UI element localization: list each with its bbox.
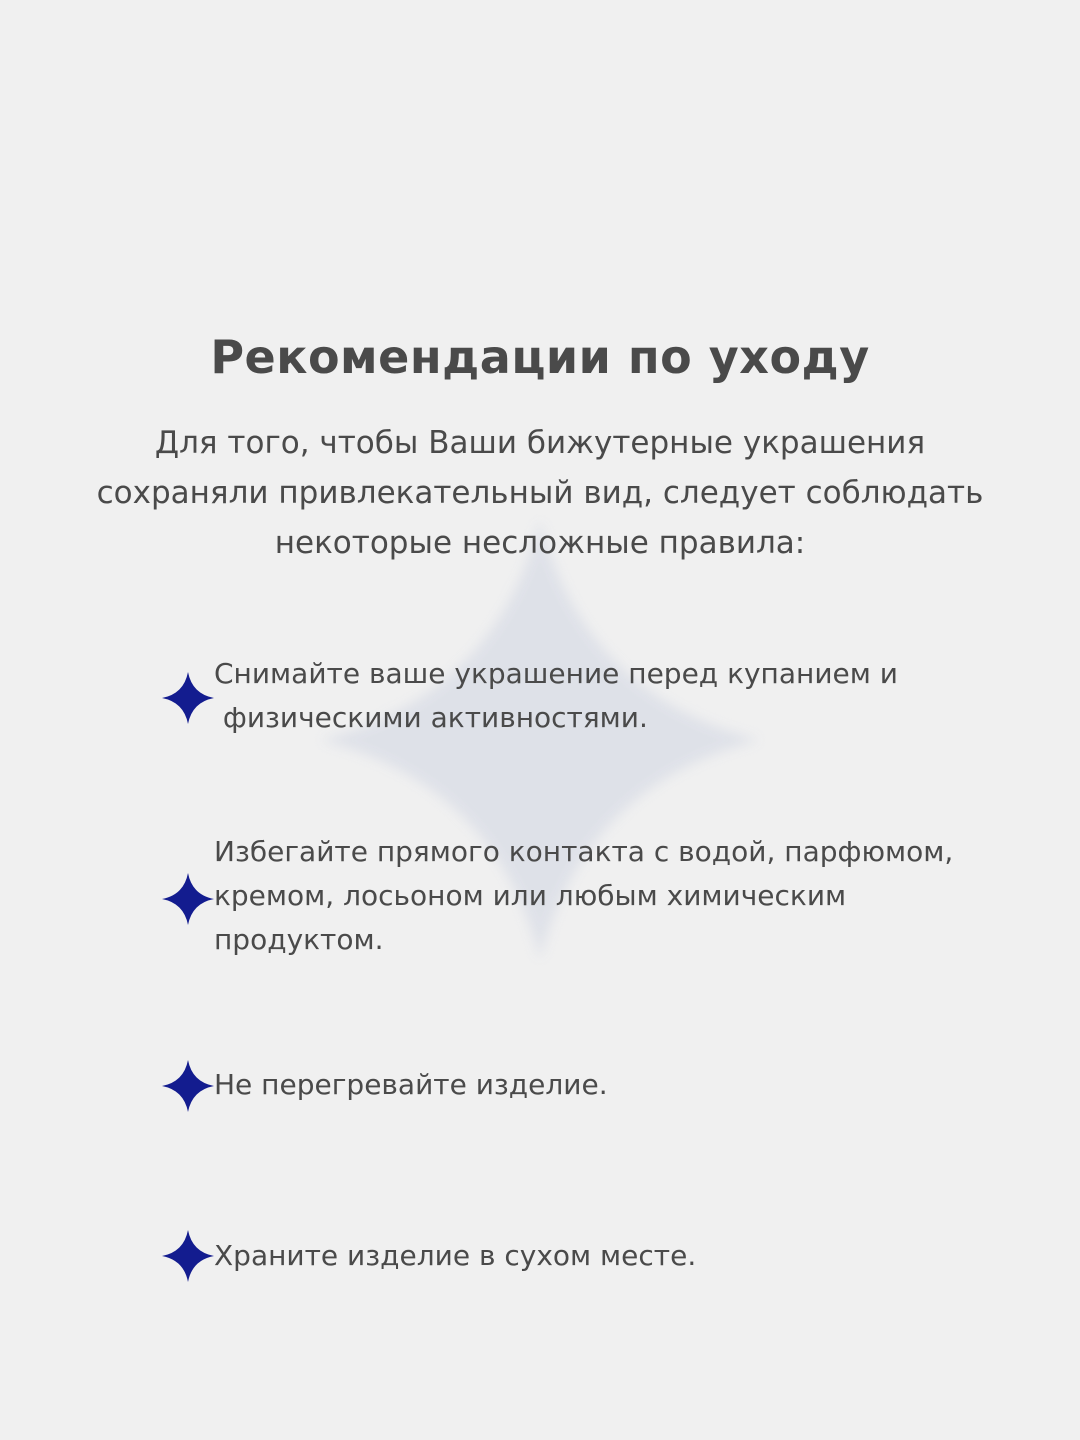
care-tip-line: кремом, лосьоном или любым химическим <box>214 879 847 912</box>
care-tip-line: Не перегревайте изделие. <box>214 1068 608 1101</box>
care-tip-text <box>214 1234 954 1278</box>
star-bullet-icon <box>162 1230 214 1282</box>
care-tip-line: Снимайте ваше украшение перед купанием и <box>214 657 898 690</box>
care-tip-line: продуктом. <box>214 923 384 956</box>
care-tip-text <box>214 652 954 740</box>
star-bullet-icon <box>162 672 214 724</box>
intro-paragraph: Для того, чтобы Ваши бижутерные украшения сохраняли привлекательный вид, следует соблюдать некоторые несложные правила: <box>96 425 984 561</box>
page-title: Рекомендации по уходу <box>210 330 870 384</box>
care-tip-text <box>214 1063 954 1107</box>
care-tip-text <box>214 830 954 962</box>
care-tip-line: Храните изделие в сухом месте. <box>214 1239 697 1272</box>
star-bullet-icon <box>162 1060 214 1112</box>
care-tip-line: физическими активностями. <box>214 701 648 734</box>
star-bullet-icon <box>162 873 214 925</box>
care-tip-line: Избегайте прямого контакта с водой, парфюмом, <box>214 835 954 868</box>
